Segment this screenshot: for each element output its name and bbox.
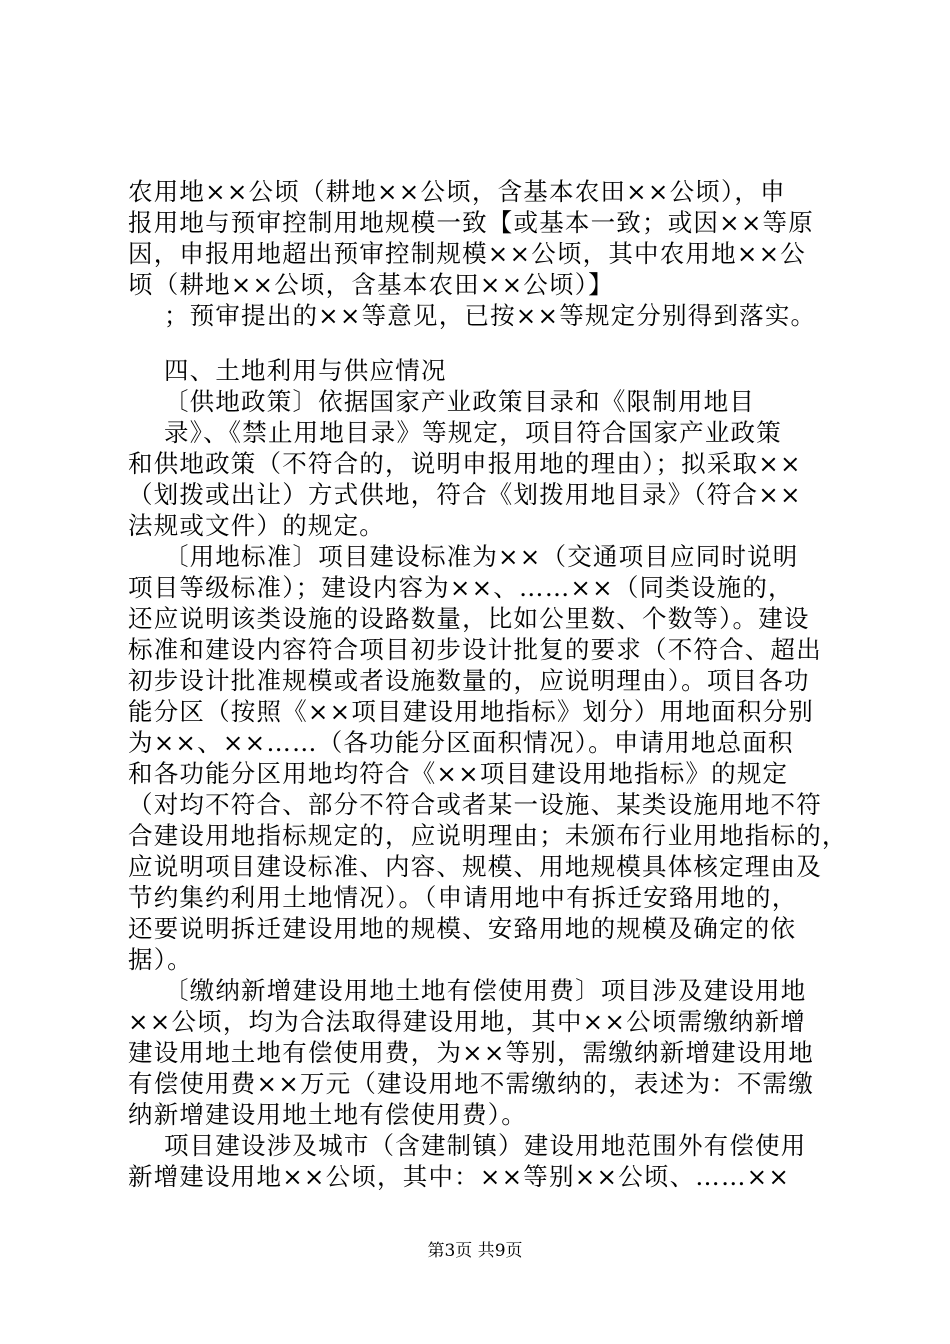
- text-line: 和各功能分区用地均符合《××项目建设用地指标》的规定: [128, 759, 789, 788]
- text-line: 新增建设用地××公顷，其中：××等别××公顷、……××: [128, 1162, 791, 1191]
- paragraph-gap: [128, 331, 844, 355]
- text-line: 能分区（按照《××项目建设用地指标》划分）用地面积分别: [128, 697, 814, 726]
- text-line: 项目等级标准）；建设内容为××、……××（同类设施的，: [128, 573, 794, 602]
- text-line: 节约集约利用土地情况）。（申请用地中有拆迁安臵用地的，: [128, 883, 798, 912]
- text-line: （划拨或出让）方式供地，符合《划拨用地目录》（符合××: [128, 480, 802, 509]
- text-line: 和供地政策（不符合的，说明申报用地的理由）；拟采取××: [128, 449, 802, 478]
- text-line: 还应说明该类设施的设路数量，比如公里数、个数等）。建设: [128, 604, 810, 633]
- text-line: 报用地与预审控制用地规模一致【或基本一致；或因××等原: [128, 208, 814, 237]
- text-line: 法规或文件）的规定。: [128, 511, 385, 540]
- text-line: 纳新增建设用地土地有偿使用费）。: [128, 1100, 527, 1129]
- text-line: 初步设计批准规模或者设施数量的，应说明理由）。项目各功: [128, 666, 810, 695]
- page-footer: [0, 1240, 950, 1262]
- text-line: 为××、××……（各功能分区面积情况）。申请用地总面积: [128, 728, 794, 757]
- section-heading: 四、土地利用与供应情况: [128, 356, 447, 385]
- text-line: 项目建设涉及城市（含建制镇）建设用地范围外有偿使用: [128, 1131, 807, 1160]
- text-line: 顷（耕地××公顷，含基本农田××公顷）】: [128, 270, 614, 299]
- text-line: 标准和建设内容符合项目初步设计批复的要求（不符合、超出: [128, 635, 822, 664]
- text-line: 录》、《禁止用地目录》等规定，项目符合国家产业政策: [128, 418, 782, 447]
- text-line: ；预审提出的××等意见，已按××等规定分别得到落实。: [128, 301, 817, 330]
- text-line: 〔用地标准〕项目建设标准为××（交通项目应同时说明: [128, 542, 799, 571]
- text-line: 农用地××公顷（耕地××公顷，含基本农田××公顷），申: [128, 177, 786, 206]
- text-line: 据）。: [128, 945, 193, 974]
- text-line: 因，申报用地超出预审控制规模××公顷，其中农用地××公: [128, 239, 807, 268]
- page-number: 第3页 共9页: [427, 1241, 523, 1261]
- text-line: 有偿使用费××万元（建设用地不需缴纳的，表述为：不需缴: [128, 1069, 814, 1098]
- text-line: 〔缴纳新增建设用地土地有偿使用费〕项目涉及建设用地: [128, 976, 807, 1005]
- text-line: 合建设用地指标规定的，应说明理由；未颁布行业用地指标的，: [128, 821, 848, 850]
- text-line: 建设用地土地有偿使用费，为××等别，需缴纳新增建设用地: [128, 1038, 814, 1067]
- text-line: 还要说明拆迁建设用地的规模、安臵用地的规模及确定的依: [128, 914, 797, 943]
- text-line: 〔供地政策〕依据国家产业政策目录和《限制用地目: [128, 387, 756, 416]
- text-line: （对均不符合、部分不符合或者某一设施、某类设施用地不符: [128, 790, 822, 819]
- text-line: ××公顷，均为合法取得建设用地，其中××公顷需缴纳新增: [128, 1007, 807, 1036]
- text-line: 应说明项目建设标准、内容、规模、用地规模具体核定理由及: [128, 852, 822, 881]
- body-text: [128, 176, 848, 1192]
